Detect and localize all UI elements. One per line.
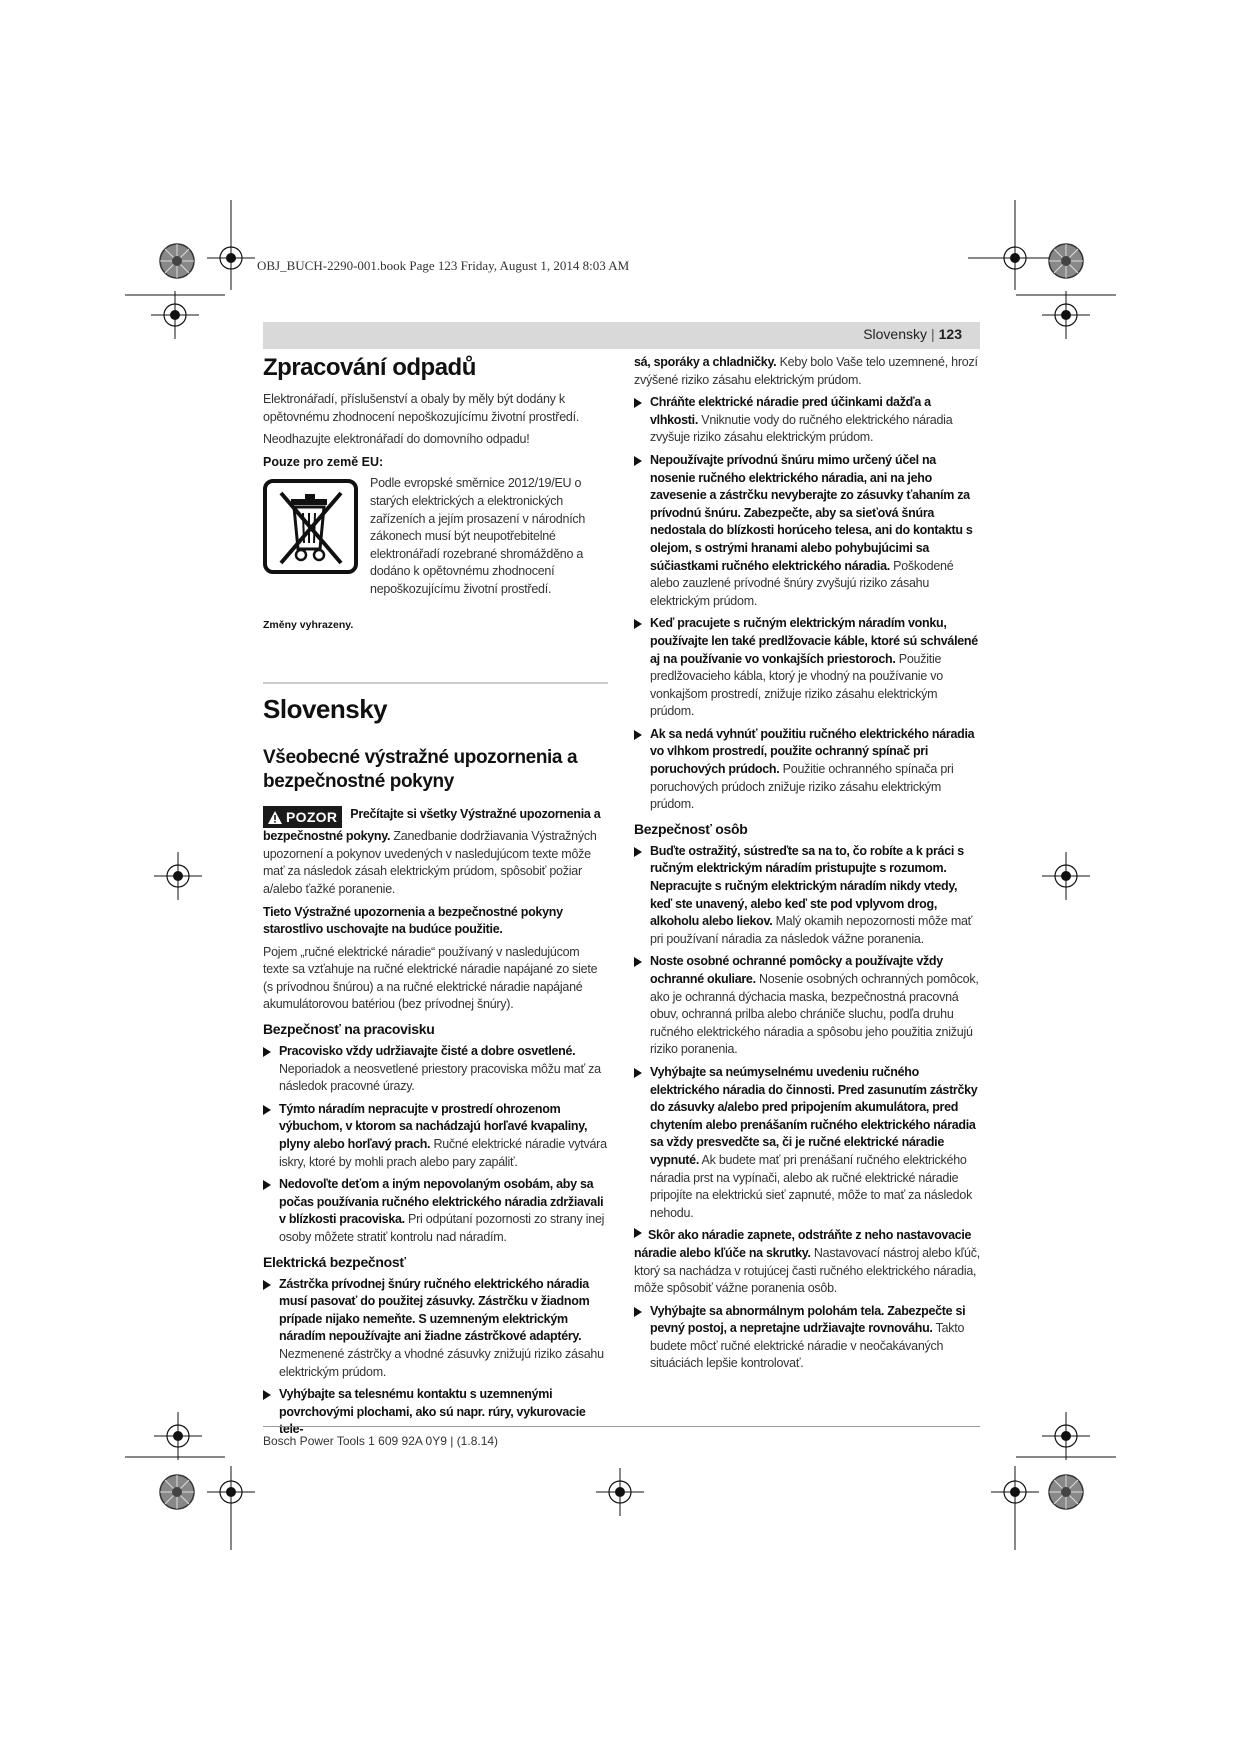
list-item — [634, 843, 980, 949]
item-bold: Zástrčka prívodnej šnúry ručného elektrického náradia musí pasovať do použitej zásuvky. Zástrčku v žiadnom prípade nijako nemeňte. S uzemneným elektrickým náradím nepoužívajte ani žiadne zástrčkové adaptéry. — [279, 1276, 590, 1344]
bullet-arrow-icon — [634, 957, 642, 967]
header-separator: | — [931, 326, 935, 342]
list-item — [634, 615, 980, 721]
header-label — [863, 326, 962, 342]
item-text: Nastavovací nástroj alebo kľúč, ktorý sa nachádza v rotujúcej časti ručného elektrického náradia, môže spôsobiť vážne poranenia osôb. — [634, 1245, 980, 1296]
registration-mark — [1042, 1412, 1090, 1460]
bullet-arrow-icon — [263, 1105, 271, 1115]
workplace-list — [263, 1043, 608, 1247]
item-text: Nezmenené zástrčky a vhodné zásuvky znižujú riziko zásahu elektrickým prúdom. — [279, 1346, 604, 1379]
bullet-arrow-icon — [263, 1390, 271, 1400]
electric-heading: Elektrická bezpečnosť — [263, 1253, 406, 1270]
czech-changes-note: Změny vyhrazeny. — [263, 618, 354, 631]
item-text: Poškodené alebo zauzlené prívodné šnúry zvyšujú riziko zásahu elektrickým prúdom. — [650, 558, 954, 608]
list-item — [263, 1176, 608, 1246]
personal-list — [634, 843, 980, 1373]
page-number: 123 — [938, 326, 962, 342]
electric-list-continued — [634, 394, 980, 814]
item-bold: Buďte ostražitý, sústreďte sa na to, čo robíte a k práci s ručným elektrickým náradím pristupujte s rozumom. Nepracujte s ručným elektrickým náradím nikdy vtedy, keď ste unavený, alebo keď ste pod vplyvom drog, alkoholu alebo liekov. — [650, 843, 964, 929]
bullet-arrow-icon — [263, 1047, 271, 1057]
item-bold: Nepoužívajte prívodnú šnúru mimo určený účel na nosenie ručného elektrického náradia, ani na jeho zavesenie a zástrčku nevyberajte zo zásuvky ťahaním za prívodnú šnúru. Zabezpečte, aby sa sieťová šnúra nedostala do blízkosti horúceho telesa, ani do kontaktu s olejom, s ostrými hranami alebo pohybujúcimi sa súčiastkami ručného elektrického náradia. — [650, 452, 973, 573]
item-bold: Týmto náradím nepracujte v prostredí ohrozenom výbuchom, v ktorom sa nachádzajú horľavé kvapaliny, plyny alebo horľavý prach. — [279, 1101, 588, 1152]
bullet-arrow-icon — [634, 1068, 642, 1078]
list-item — [634, 1227, 980, 1297]
page-footer: Bosch Power Tools 1 609 92A 0Y9 | (1.8.14) — [263, 1434, 499, 1448]
item-bold: sá, sporáky a chladničky. — [634, 355, 777, 369]
czech-paragraph: Elektronářadí, příslušenství a obaly by měly být dodány k opětovnému zhodnocení nepoškozujícímu životní prostředí. — [263, 392, 580, 424]
warning-badge-label: POZOR — [286, 809, 338, 826]
item-text: Nosenie osobných ochranných pomôcok, ako je ochranná dýchacia maska, bezpečnostná pracovná obuv, ochranná prilba alebo chrániče sluchu, podľa druhu ručného elektrického náradia a spôsobu jeho použitia znižujú riziko poranenia. — [650, 972, 979, 1057]
color-dial-mark — [1049, 244, 1083, 278]
item-bold: Vyhýbajte sa neúmyselnému uvedeniu ručného elektrického náradia do činnosti. Pred zasunutím zástrčky do zásuvky a/alebo pred pripojením akumulátora, pred chytením alebo prenášaním ručného elektrického náradia sa vždy presvedčte sa, či je ručné elektrické náradie vypnuté. — [650, 1064, 978, 1167]
czech-eu-heading: Pouze pro země EU: — [263, 454, 384, 469]
list-item — [634, 394, 980, 447]
bullet-arrow-icon — [263, 1180, 271, 1190]
list-item — [634, 452, 980, 610]
item-bold: Vyhýbajte sa telesnému kontaktu s uzemnenými povrchovými plochami, ako sú napr. rúry, vykurovacie tele- — [279, 1387, 586, 1437]
item-text: Pri odpútaní pozornosti zo strany inej osoby môžete stratiť kontrolu nad náradím. — [279, 1212, 605, 1244]
page-header — [263, 322, 980, 349]
continued-item — [634, 354, 980, 389]
pozor-text: Zanedbanie dodržiavania Výstražných upozornení a pokynov uvedených v nasledujúcom texte môže mať za následok zásah elektrickým prúdom, spôsobiť požiar a/alebo ťažké poranenie. — [263, 829, 597, 896]
item-text: Keby bolo Vaše telo uzemnené, hrozí zvýšené riziko zásahu elektrickým prúdom. — [634, 355, 978, 387]
registration-mark — [596, 1468, 644, 1516]
item-bold: Chráňte elektrické náradie pred účinkami dažďa a vlhkosti. — [650, 395, 931, 427]
list-item — [263, 1276, 608, 1382]
list-item — [634, 726, 980, 814]
bullet-arrow-icon — [634, 398, 642, 408]
left-column — [263, 354, 608, 1445]
registration-mark — [154, 852, 202, 900]
item-text: Neporiadok a neosvetlené priestory pracoviska môžu mať za následok pracovné úrazy. — [279, 1061, 601, 1094]
bullet-arrow-icon — [634, 456, 642, 466]
list-item — [634, 1303, 980, 1373]
list-item — [634, 1064, 980, 1222]
item-text: Použitie predlžovacieho kábla, ktorý je vhodný na používanie vo vonkajšom prostredí, znižuje riziko zásahu elektrickým prúdom. — [650, 651, 943, 719]
item-text: Ručné elektrické náradie vytvára iskry, ktoré by mohli prach alebo pary zapáliť. — [279, 1137, 607, 1169]
header-section: Slovensky — [863, 326, 927, 342]
keep-instructions: Tieto Výstražné upozornenia a bezpečnostné pokyny starostlivo uschovajte na budúce použitie. — [263, 904, 563, 937]
electric-list — [263, 1276, 608, 1439]
item-text: Vniknutie vody do ručného elektrického náradia zvyšuje riziko zásahu elektrickým prúdom. — [650, 412, 953, 445]
item-bold: Keď pracujete s ručným elektrickým náradím vonku, používajte len také predlžovacie káble, ktoré sú schválené aj na používanie vo vonkajších priestoroch. — [650, 616, 978, 666]
slovak-section-title: Slovensky — [263, 694, 388, 725]
right-column — [634, 354, 980, 1379]
color-dial-mark — [160, 1475, 194, 1509]
pozor-bold: Prečítajte si všetky Výstražné upozornenia a bezpečnostné pokyny. — [263, 807, 601, 844]
section-divider — [263, 682, 608, 684]
workplace-heading: Bezpečnosť na pracovisku — [263, 1021, 435, 1038]
definition-paragraph: Pojem „ručné elektrické náradie“ používaný v nasledujúcom texte sa vzťahuje na ručné elektrické náradie napájané zo siete (s prívodnou šnúrou) a na ručné elektrické náradie napájané akumulátorovou batériou (bez prívodnej šnúry). — [263, 944, 598, 1012]
bullet-arrow-icon — [634, 847, 642, 857]
print-info-line: OBJ_BUCH-2290-001.book Page 123 Friday, August 1, 2014 8:03 AM — [257, 258, 630, 273]
weee-block — [263, 475, 608, 598]
crossed-out-wheelie-bin-icon — [263, 479, 358, 574]
warning-badge — [263, 806, 342, 828]
bullet-arrow-icon — [634, 1307, 642, 1317]
registration-mark — [1042, 291, 1090, 339]
registration-mark — [1042, 852, 1090, 900]
personal-heading: Bezpečnosť osôb — [634, 820, 748, 837]
registration-mark — [154, 1412, 202, 1460]
list-item — [263, 1101, 608, 1171]
color-dial-mark — [160, 244, 194, 278]
item-text: Malý okamih nepozornosti môže mať pri používaní náradia za následok vážne poranenia. — [650, 914, 973, 946]
bullet-arrow-icon — [634, 730, 642, 740]
slovak-subtitle: Všeobecné výstražné upozornenia a bezpečnostné pokyny — [263, 747, 578, 793]
warning-triangle-icon — [268, 811, 282, 824]
czech-eu-text: Podle evropské směrnice 2012/19/EU o starých elektrických a elektronických zařízeních a jejím prosazení v národních zákonech musí být neupotřebitelné elektronářadí rozebrané shromážděno a dodáno k opětovnému zhodnocení nepoškozujícímu životní prostředí. — [370, 476, 586, 596]
item-bold: Noste osobné ochranné pomôcky a používajte vždy ochranné okuliare. — [650, 954, 943, 986]
czech-paragraph: Neodhazujte elektronářadí do domovního odpadu! — [263, 432, 530, 447]
list-item — [263, 1043, 608, 1096]
item-bold: Vyhýbajte sa abnormálnym polohám tela. Zabezpečte si pevný postoj, a nepretajne udržiavajte rovnováhu. — [650, 1303, 966, 1336]
footer-rule — [263, 1426, 980, 1427]
bullet-arrow-icon — [634, 619, 642, 629]
item-text: Použitie ochranného spínača pri poruchových prúdoch znižuje riziko zásahu elektrickým prúdom. — [650, 762, 954, 812]
item-text: Ak budete mať pri prenášaní ručného elektrického náradia prst na vypínači, alebo ak ručné elektrické náradie pripojíte na elektrickú sieť zapnuté, môže to mať za následok nehodu. — [650, 1152, 973, 1220]
item-text: Takto budete môcť ručné elektrické náradie v neočakávaných situáciách lepšie kontrolovať. — [650, 1321, 965, 1371]
item-bold: Pracovisko vždy udržiavajte čisté a dobre osvetlené. — [279, 1044, 576, 1059]
bullet-arrow-icon — [634, 1228, 642, 1238]
registration-mark — [151, 291, 199, 339]
item-bold: Ak sa nedá vyhnúť použitiu ručného elektrického náradia vo vlhkom prostredí, použite ochranný spínač pri poruchových prúdoch. — [650, 726, 975, 777]
bullet-arrow-icon — [263, 1280, 271, 1290]
pozor-paragraph — [263, 806, 608, 898]
list-item — [634, 953, 980, 1059]
item-bold: Skôr ako náradie zapnete, odstráňte z neho nastavovacie náradie alebo kľúče na skrutky. — [634, 1228, 972, 1260]
list-item — [263, 1386, 608, 1439]
item-bold: Nedovoľte deťom a iným nepovolaným osobám, aby sa počas používania ručného elektrického náradia zdržiavali v blízkosti pracoviska. — [279, 1177, 604, 1227]
czech-waste-title: Zpracování odpadů — [263, 354, 476, 381]
color-dial-mark — [1049, 1475, 1083, 1509]
